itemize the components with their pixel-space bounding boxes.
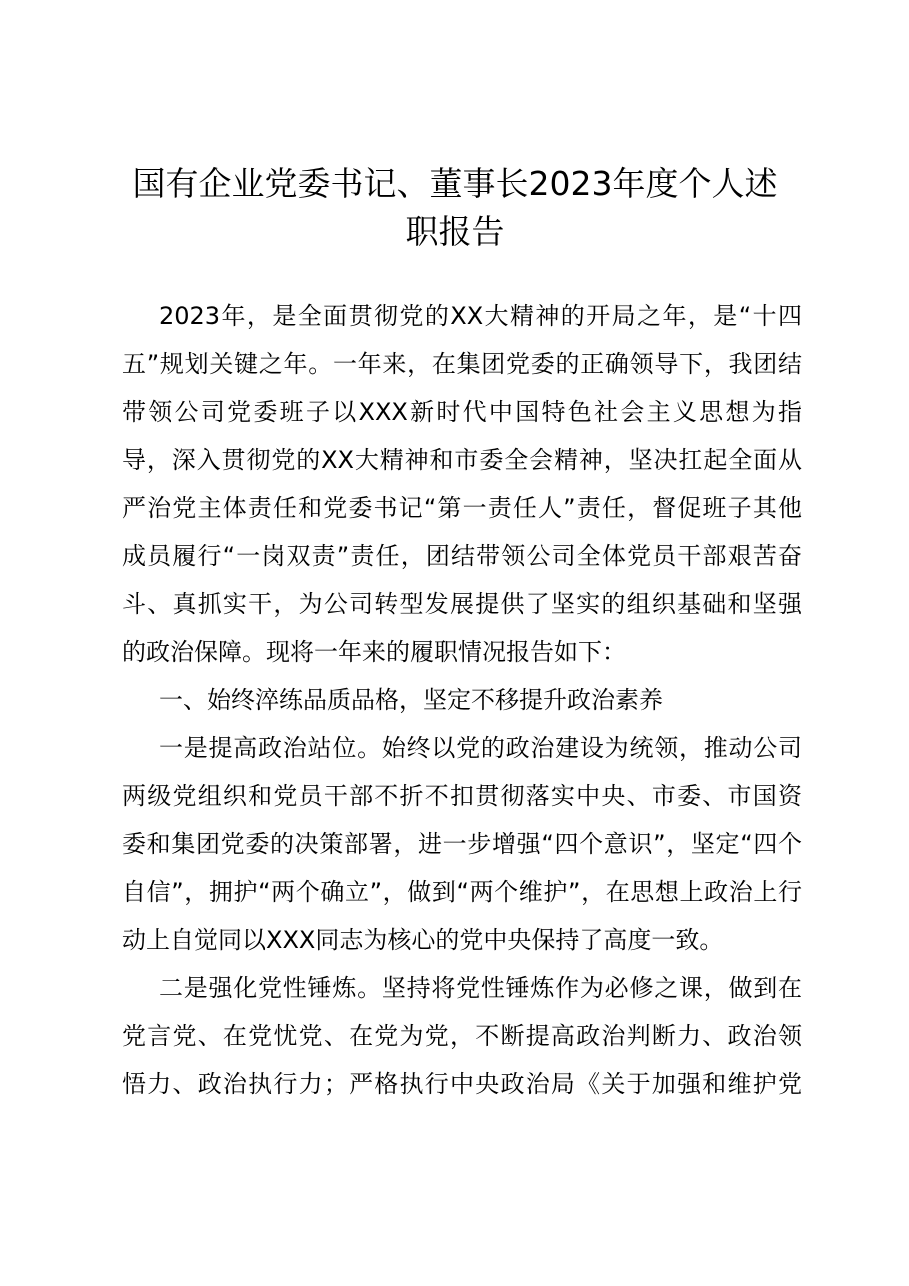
text-line: 一是提高政治站位。始终以党的政治建设为统领，推动公司 <box>159 734 802 762</box>
paragraph-point-two <box>122 964 802 1108</box>
paragraph-intro <box>122 292 802 676</box>
title-line: 职报告 <box>405 212 505 251</box>
text-line: 成员履行“一岗双责”责任，团结带领公司全体党员干部艰苦奋 <box>122 542 802 570</box>
text-line: 斗、真抓实干，为公司转型发展提供了坚实的组织基础和坚强 <box>122 590 802 618</box>
text-line: 动上自觉同以XXX同志为核心的党中央保持了高度一致。 <box>122 926 724 954</box>
text-line: 带领公司党委班子以XXX新时代中国特色社会主义思想为指 <box>122 398 802 426</box>
heading-line: 一、始终淬练品质品格，坚定不移提升政治素养 <box>159 686 663 714</box>
section-heading <box>122 676 802 724</box>
text-line: 2023年，是全面贯彻党的XX大精神的开局之年，是“十四 <box>159 302 802 330</box>
text-line: 自信”，拥护“两个确立”，做到“两个维护”，在思想上政治上行 <box>122 878 802 906</box>
text-line: 悟力、政治执行力；严格执行中央政治局《关于加强和维护党 <box>122 1070 802 1098</box>
text-line: 党言党、在党忧党、在党为党，不断提高政治判断力、政治领 <box>122 1022 802 1050</box>
text-line: 二是强化党性锤炼。坚持将党性锤炼作为必修之课，做到在 <box>159 974 802 1002</box>
text-line: 导，深入贯彻党的XX大精神和市委全会精神，坚决扛起全面从 <box>122 446 802 474</box>
document-body <box>122 292 802 1108</box>
document-title <box>110 160 800 256</box>
text-line: 五”规划关键之年。一年来，在集团党委的正确领导下，我团结 <box>122 350 802 378</box>
title-line: 国有企业党委书记、董事长2023年度个人述 <box>132 164 778 203</box>
text-line: 严治党主体责任和党委书记“第一责任人”责任，督促班子其他 <box>122 494 802 522</box>
text-line: 委和集团党委的决策部署，进一步增强“四个意识”，坚定“四个 <box>122 830 802 858</box>
paragraph-point-one <box>122 724 802 964</box>
text-line: 的政治保障。现将一年来的履职情况报告如下： <box>122 638 626 666</box>
text-line: 两级党组织和党员干部不折不扣贯彻落实中央、市委、市国资 <box>122 782 802 810</box>
